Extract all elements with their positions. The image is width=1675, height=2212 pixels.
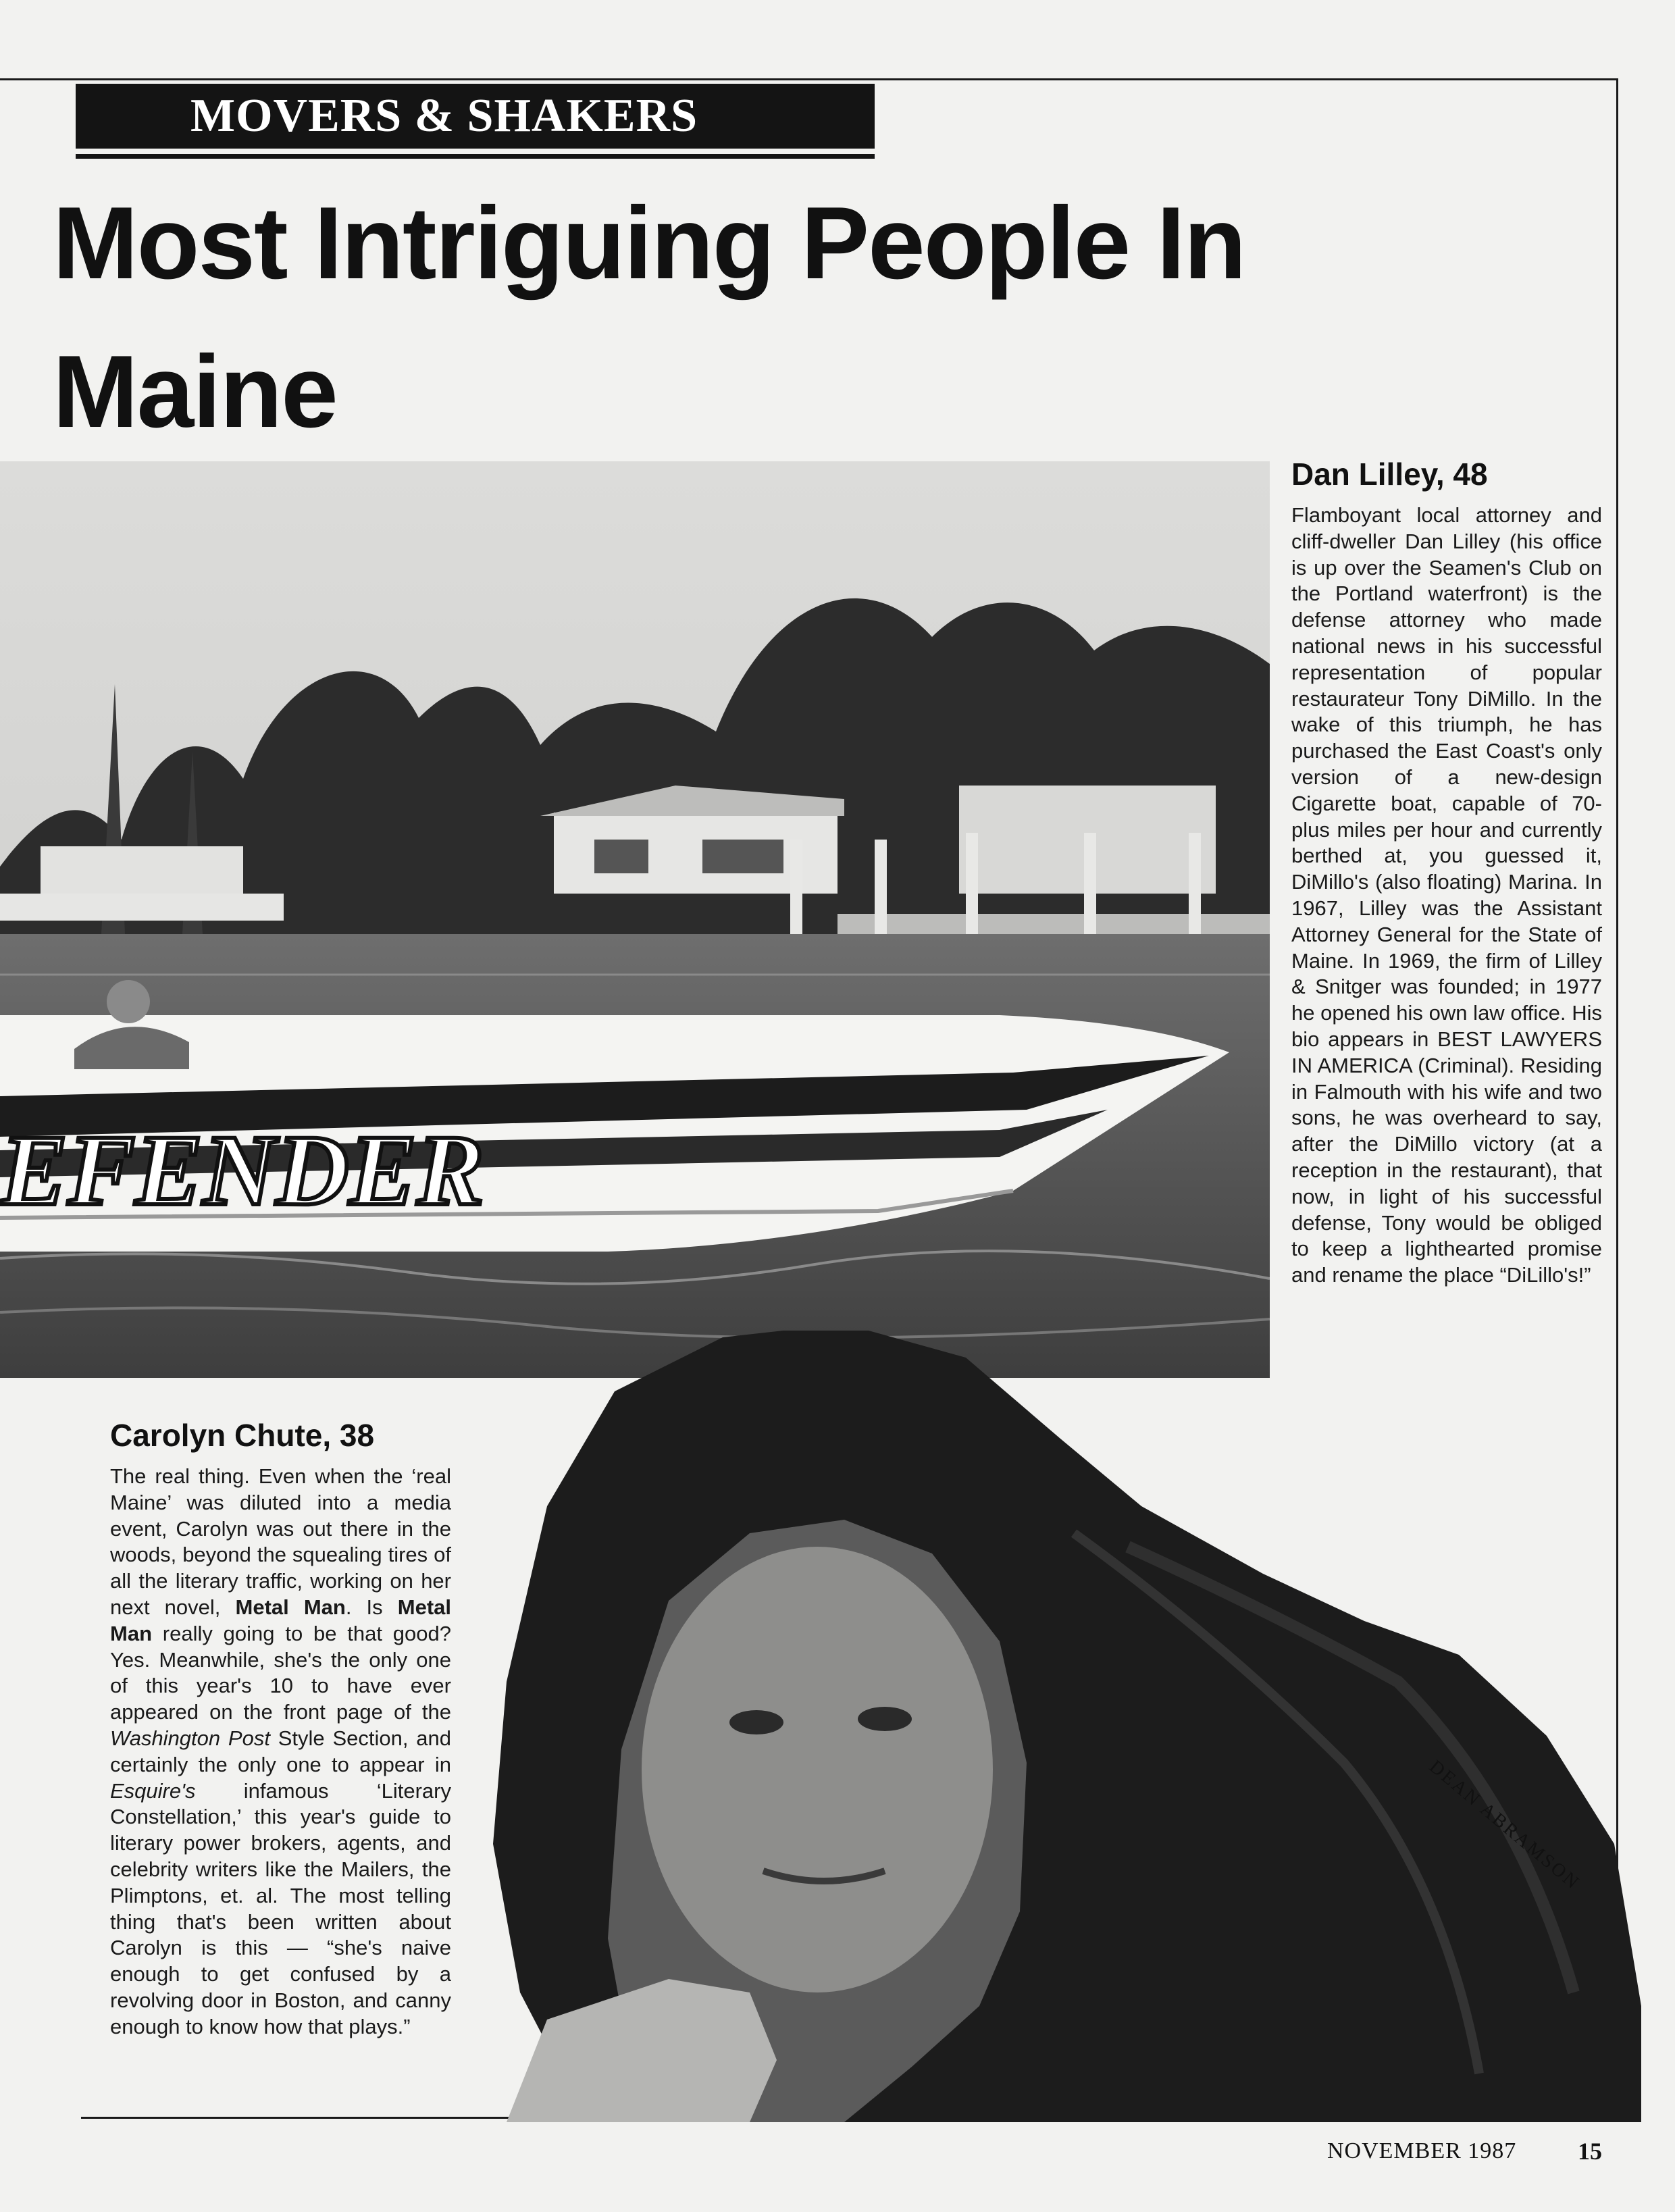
section-label: MOVERS & SHAKERS — [76, 84, 875, 149]
publication-name: Washington Post — [110, 1726, 270, 1750]
profile-carolyn-chute — [110, 1415, 451, 2040]
body-text: really going to be that good? Yes. Meanwhile, she's the only one of this year's 10 to have ever appeared on the front page of the — [110, 1621, 451, 1724]
photo-credit: DEAN ABRAMSON — [1425, 1756, 1584, 1895]
section-label-rule — [76, 154, 875, 159]
boat-hull-text: EFENDER — [0, 1114, 484, 1227]
profile-name: Dan Lilley, 48 — [1291, 457, 1488, 492]
issue-date: NOVEMBER 1987 — [1327, 2138, 1517, 2163]
page-number: 15 — [1578, 2138, 1602, 2165]
boat-photo — [0, 461, 1270, 1378]
profile-dan-lilley — [1291, 454, 1602, 1289]
profile-name: Carolyn Chute, 38 — [110, 1418, 375, 1453]
body-text: infamous ‘Literary Constellation,’ this year's guide to literary power brokers, agents, and celebrity writers like the Mailers, the Plimptons, et. al. The most telling thing that's been written about Carolyn is this — “she's naive enough to get confused by a revolving door in Boston, and canny enough to know how that plays.” — [110, 1778, 451, 2038]
body-text: . Is — [345, 1595, 398, 1619]
body-text: The real thing. Even when the ‘real Maine’ was diluted into a media event, Carolyn was out there in the woods, beyond the squealing tires of all the literary traffic, working on her next novel, — [110, 1464, 451, 1619]
book-title: Metal Man — [110, 1595, 452, 1645]
publication-name: Esquire's — [110, 1778, 196, 1803]
profile-body: Flamboyant local attorney and cliff-dweller Dan Lilley (his office is up over the Seamen's Club on the Portland waterfront) is the defense attorney who made national news in his successful representation of popular restaurateur Tony DiMillo. In the wake of this triumph, he has purchased the East Coast's only version of a new-design Cigarette boat, capable of 70-plus miles per hour and currently berthed at, you guessed it, DiMillo's (also floating) Marina. In 1967, Lilley was the Assistant Attorney General for the State of Maine. In 1969, the firm of Lilley & Snitger was founded; in 1977 he opened his own law office. His bio appears in BEST LAWYERS IN AMERICA (Criminal). Residing in Falmouth with his wife and two sons, he was overheard to say, after the DiMillo victory (at a reception in the restaurant), that now, in light of his successful defense, Tony would be obliged to keep a lighthearted promise and rename the place “DiLillo's!” — [1291, 503, 1602, 1287]
frame-top-rule — [0, 78, 1618, 80]
profile-body — [110, 1464, 451, 2040]
body-text: Style Section, and certainly the only one to appear in — [110, 1726, 451, 1776]
book-title: Metal Man — [235, 1595, 346, 1619]
page-headline: Most Intriguing People In Maine — [53, 186, 1245, 449]
portrait-photo — [466, 1331, 1641, 2122]
